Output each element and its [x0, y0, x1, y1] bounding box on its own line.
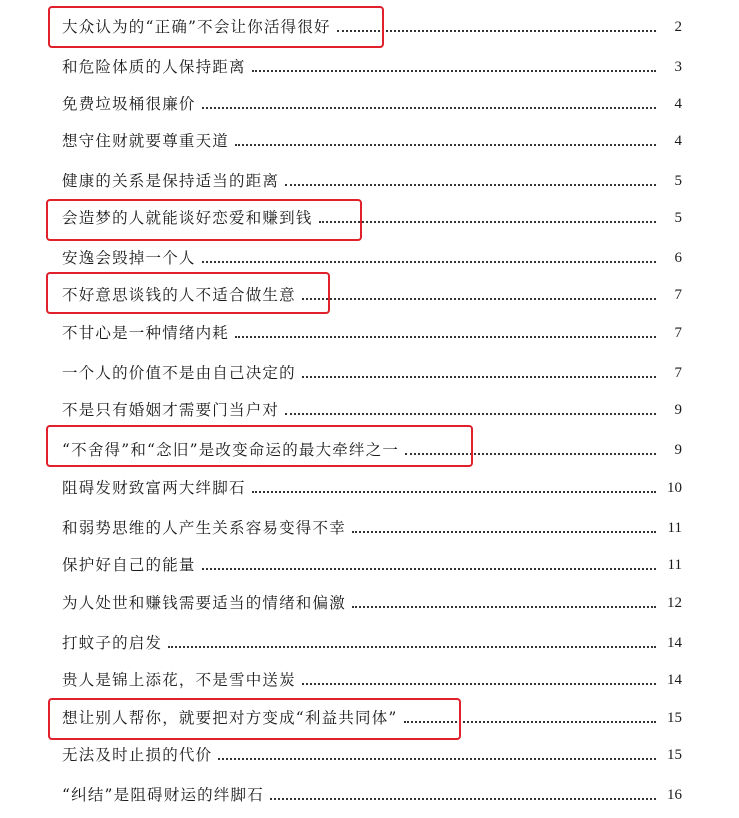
toc-entry-title: 和弱势思维的人产生关系容易变得不幸: [62, 519, 346, 537]
toc-entry-page: 5: [674, 173, 682, 189]
toc-entry-title: 不好意思谈钱的人不适合做生意: [62, 286, 296, 304]
toc-entry-page: 4: [674, 133, 682, 149]
dot-leader: [168, 646, 656, 648]
toc-entry[interactable]: [62, 246, 682, 270]
toc-entry[interactable]: [62, 55, 682, 79]
toc-entry-page: 16: [667, 787, 682, 803]
toc-entry[interactable]: [62, 476, 682, 500]
dot-leader: [302, 683, 656, 685]
dot-leader: [218, 758, 656, 760]
toc-entry-page: 7: [674, 287, 682, 303]
toc-entry-page: 7: [674, 365, 682, 381]
toc-entry-title: 阻碍发财致富两大绊脚石: [62, 479, 246, 497]
dot-leader: [252, 491, 656, 493]
dot-leader: [285, 413, 656, 415]
toc-entry-page: 6: [674, 250, 682, 266]
toc-entry[interactable]: [62, 783, 682, 807]
toc-entry-title: 保护好自己的能量: [62, 556, 196, 574]
toc-entry-title: “纠结”是阻碍财运的绊脚石: [62, 786, 264, 804]
toc-entry-page: 15: [667, 710, 682, 726]
toc-entry[interactable]: [62, 398, 682, 422]
dot-leader: [285, 184, 656, 186]
toc-entry[interactable]: [62, 92, 682, 116]
toc-entry-page: 2: [674, 19, 682, 35]
toc-entry[interactable]: [62, 516, 682, 540]
toc-entry[interactable]: [62, 553, 682, 577]
dot-leader: [302, 376, 656, 378]
toc-entry-page: 3: [674, 59, 682, 75]
toc-entry[interactable]: [62, 169, 682, 193]
dot-leader: [202, 261, 656, 263]
toc-entry-page: 10: [667, 480, 682, 496]
toc-entry-title: 打蚊子的启发: [62, 634, 163, 652]
toc-entry-title: 大众认为的“正确”不会让你活得很好: [62, 18, 331, 36]
toc-entry-page: 12: [667, 595, 682, 611]
toc-entry-title: 健康的关系是保持适当的距离: [62, 172, 280, 190]
toc-entry-title: 不是只有婚姻才需要门当户对: [62, 401, 280, 419]
toc-entry-title: 想守住财就要尊重天道: [62, 132, 230, 150]
dot-leader: [202, 568, 656, 570]
toc-entry-title: “不舍得”和“念旧”是改变命运的最大牵绊之一: [62, 441, 400, 459]
toc-entry-page: 11: [667, 557, 682, 573]
toc-entry-title: 贵人是锦上添花，不是雪中送炭: [62, 671, 296, 689]
toc-entry-title: 安逸会毁掉一个人: [62, 249, 196, 267]
dot-leader: [352, 531, 656, 533]
toc-entry-page: 4: [674, 96, 682, 112]
toc-entry-title: 会造梦的人就能谈好恋爱和赚到钱: [62, 209, 313, 227]
toc-entry[interactable]: [62, 129, 682, 153]
dot-leader: [235, 336, 656, 338]
toc-entry[interactable]: [62, 668, 682, 692]
dot-leader: [302, 298, 656, 300]
toc-entry[interactable]: [62, 361, 682, 385]
toc-entry[interactable]: [62, 321, 682, 345]
toc-entry-title: 免费垃圾桶很廉价: [62, 95, 196, 113]
toc-entry-title: 不甘心是一种情绪内耗: [62, 324, 230, 342]
toc-entry[interactable]: [62, 631, 682, 655]
highlight-box: [48, 698, 461, 740]
highlight-box: [46, 199, 362, 241]
toc-entry-title: 为人处世和赚钱需要适当的情绪和偏激: [62, 594, 346, 612]
toc-entry-page: 9: [674, 442, 682, 458]
dot-leader: [235, 144, 656, 146]
toc-entry-page: 14: [667, 672, 682, 688]
dot-leader: [252, 70, 656, 72]
toc-entry-page: 5: [674, 210, 682, 226]
toc-entry-title: 和危险体质的人保持距离: [62, 58, 246, 76]
dot-leader: [270, 798, 656, 800]
highlight-box: [46, 272, 330, 314]
highlight-box: [46, 425, 473, 467]
toc-entry-title: 一个人的价值不是由自己决定的: [62, 364, 296, 382]
toc-entry-title: 无法及时止损的代价: [62, 746, 213, 764]
toc-entry-page: 7: [674, 325, 682, 341]
dot-leader: [319, 221, 656, 223]
toc-entry-page: 15: [667, 747, 682, 763]
dot-leader: [337, 30, 656, 32]
toc-entry-page: 11: [667, 520, 682, 536]
toc-entry[interactable]: [62, 743, 682, 767]
dot-leader: [352, 606, 656, 608]
highlight-box: [48, 6, 384, 48]
toc-entry-title: 想让别人帮你，就要把对方变成“利益共同体”: [62, 709, 398, 727]
toc-entry[interactable]: [62, 591, 682, 615]
toc-entry-page: 9: [674, 402, 682, 418]
toc-entry-page: 14: [667, 635, 682, 651]
dot-leader: [202, 107, 656, 109]
